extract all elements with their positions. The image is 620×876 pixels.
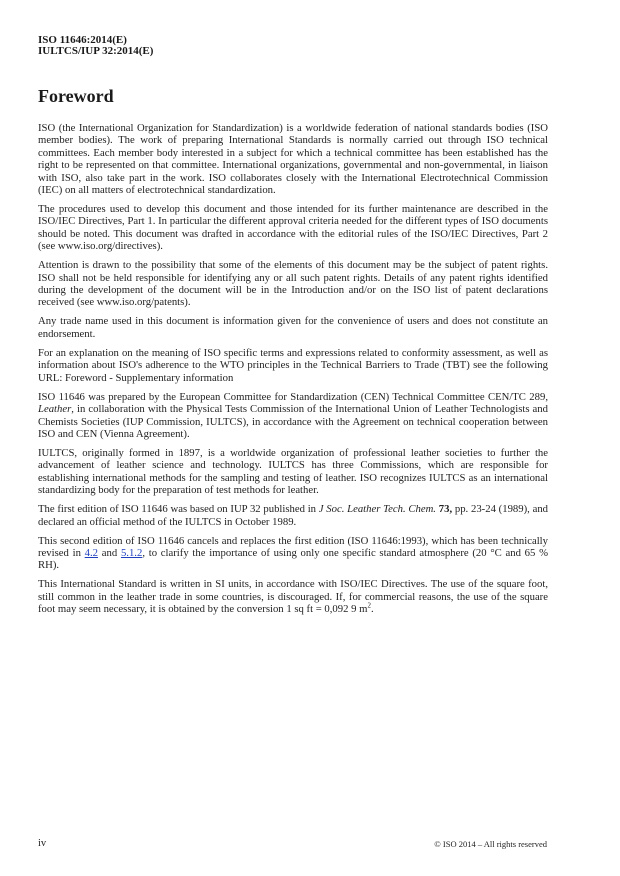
journal-volume: 73, <box>438 503 453 516</box>
text: . <box>370 603 374 616</box>
superscript: 2 <box>367 601 371 610</box>
paragraph-iso-intro: ISO (the International Organization for Standardization) is a worldwide federation of national standards bodies (ISO member bodies). The work of preparing International Standards is normally carried out through ISO technical committees. Each member body interested in a subject for which a technical committee has been established has the right to be represented on that committee. International organizations, governmental and non-governmental, in liaison with ISO, also take part in the work. ISO collaborates closely with the International Electrotechnical Commission (IEC) on all matters of electrotechnical standardization. <box>38 122 548 197</box>
text: This International Standard is written in SI units, in accordance with ISO/IEC Directives. The use of the square foot, still common in the leather trade in some countries, is discouraged. If, for commercial reasons, the use of the square foot may seem necessary, it is obtained by the conversion 1 sq ft = 0,092 9 m <box>38 578 548 616</box>
text: , in collaboration with the Physical Tests Commission of the International Union of Leather Technologists and Chemists Societies (IUP Commission, IULTCS), in accordance with the Agreement on technical cooperation between ISO and CEN (Vienna Agreement). <box>38 403 548 440</box>
paragraph-conformity: For an explanation on the meaning of ISO specific terms and expressions related to conformity assessment, as well as information about ISO's adherence to the WTO principles in the Technical Barriers to Trade (TBT) see the following URL: Foreword - Supplementary information <box>38 346 548 384</box>
link-clause-4-2[interactable]: 4.2 <box>84 546 99 559</box>
document-header <box>38 35 153 57</box>
page-title: Foreword <box>38 86 114 106</box>
paragraph-si-units <box>38 578 548 615</box>
text: The first edition of ISO 11646 was based on IUP 32 published in <box>38 503 319 516</box>
document-id: ISO 11646:2014(E) <box>38 34 127 46</box>
journal-title: J Soc. Leather Tech. Chem. <box>318 503 436 516</box>
text: pp. 23-24 (1989), and declared an official method of the IULTCS in October 1989. <box>38 503 549 528</box>
paragraph-trade-name: Any trade name used in this document is information given for the convenience of users and does not constitute an endorsement. <box>38 315 548 340</box>
text: This second edition of ISO 11646 cancels and replaces the first edition (ISO 11646:1993), which has been technically revised in <box>38 534 548 559</box>
paragraph-patents: Attention is drawn to the possibility that some of the elements of this document may be the subject of patent rights. ISO shall not be held responsible for identifying any or all such patent rights. Details of any patent rights identified during the development of the document will be in the Introduction and/or on the ISO list of patent declarations received (see www.iso.org/patents). <box>38 259 548 309</box>
foreword-body <box>38 122 548 622</box>
paragraph-first-edition <box>38 503 548 528</box>
text: ISO 11646 was prepared by the European Committee for Standardization (CEN) Technical Committee CEN/TC 289, <box>38 390 548 403</box>
page-number: iv <box>38 838 47 849</box>
paragraph-second-edition <box>38 535 548 572</box>
paragraph-iultcs: IULTCS, originally formed in 1897, is a worldwide organization of professional leather societies to further the advancement of leather science and technology. IULTCS has three Commissions, which are responsible for establishing international methods for the sampling and testing of leather. ISO recognizes IULTCS as an international standardizing body for the preparation of test methods for leather. <box>38 446 548 497</box>
committee-title: Leather <box>38 403 72 416</box>
link-clause-5-1-2[interactable]: 5.1.2 <box>120 546 143 559</box>
text: , to clarify the importance of using only one specific standard atmosphere (20 °C and 65 % RH). <box>38 546 548 572</box>
text: and <box>98 546 121 559</box>
copyright-notice: © ISO 2014 – All rights reserved <box>434 839 547 849</box>
paragraph-procedures: The procedures used to develop this document and those intended for its further maintenance are described in the ISO/IEC Directives, Part 1. In particular the different approval criteria needed for the different types of ISO documents should be noted. This document was drafted in accordance with the editorial rules of the ISO/IEC Directives, Part 2 (see www.iso.org/directives). <box>38 203 548 253</box>
document-id-iultcs: IULTCS/IUP 32:2014(E) <box>38 45 154 57</box>
paragraph-prepared-by <box>38 391 548 441</box>
